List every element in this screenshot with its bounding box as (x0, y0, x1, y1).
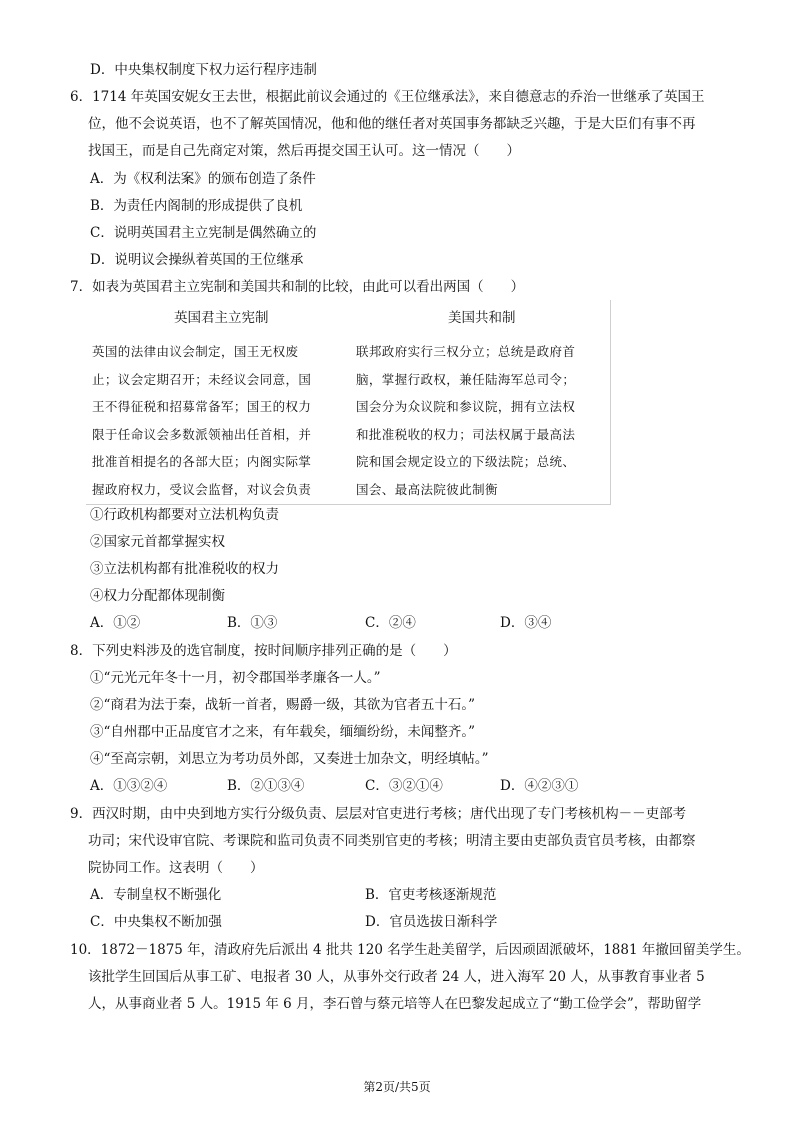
q9-stem-line-1: 9．西汉时期，由中央到地方实行分级负责、层层对官吏进行考核；唐代出现了专门考核机构－－吏部考 (70, 806, 687, 822)
q10-stem-line-3: 人，从事商业者 5 人。1915 年 6 月，李石曾与蔡元培等人在巴黎发起成立了“勤工俭学会”，帮助留学 (88, 996, 702, 1012)
q8-item-4: ④“至高宗朝，刘思立为考功员外郎，又奏进士加杂文，明经填帖。” (90, 751, 489, 767)
table-cell-uk-line: 英国的法律由议会制定，国王无权废 (92, 344, 299, 359)
q6-option-b: B．为责任内阁制的形成提供了良机 (90, 198, 303, 214)
q8-option-b: B．②①③④ (227, 778, 305, 794)
q9-option-c: C．中央集权不断加强 (90, 914, 222, 930)
table-cell-us-line: 联邦政府实行三权分立；总统是政府首 (356, 344, 576, 359)
q5-option-d: D．中央集权制度下权力运行程序违制 (90, 62, 317, 78)
q8-item-3: ③“自州郡中正品度官才之来，有年载矣，缅缅纷纷，未闻整齐。” (90, 724, 476, 740)
table-header-uk: 英国君主立宪制 (174, 310, 269, 326)
q8-item-1: ①“元光元年冬十一月，初令郡国举孝廉各一人。” (90, 670, 381, 686)
q7-item-2: ②国家元首都掌握实权 (90, 534, 225, 550)
q9-option-b: B．官吏考核逐渐规范 (365, 887, 497, 903)
table-cell-uk-line: 批准首相提名的各部大臣；内阁实际掌 (92, 454, 312, 469)
q10-stem-line-2: 该批学生回国后从事工矿、电报者 30 人，从事外交行政者 24 人，进入海军 20 人，从事教育事业者 5 (88, 969, 705, 985)
q7-option-c: C．②④ (365, 615, 416, 631)
q8-item-2: ②“商君为法于秦，战斩一首者，赐爵一级，其欲为官者五十石。” (90, 697, 476, 713)
q6-stem-line-2: 位，他不会说英语，也不了解英国情况，他和他的继任者对英国事务都缺乏兴趣，于是大臣们有事不再 (88, 116, 696, 132)
q8-option-a: A．①③②④ (90, 778, 168, 794)
table-cell-uk-line: 止；议会定期召开；未经议会同意，国 (92, 371, 312, 387)
q9-stem-line-2: 功司；宋代设审官院、考课院和监司负责不同类别官吏的考核；明清主要由吏部负责官员考核，由都察 (88, 833, 696, 849)
q8-option-c: C．③②①④ (365, 778, 443, 794)
table-cell-us (356, 338, 606, 503)
q7-option-d: D．③④ (500, 615, 552, 631)
q7-stem: 7．如表为英国君主立宪制和美国共和制的比较，由此可以看出两国（ ） (70, 279, 525, 295)
page-number: 第2页/共5页 (363, 1080, 431, 1094)
q9-stem-line-3: 院协同工作。这表明（ ） (88, 860, 264, 876)
table-cell-uk-line: 限于任命议会多数派领袖出任首相，并 (92, 426, 312, 442)
q8-option-d: D．④②③① (500, 778, 579, 794)
table-cell-uk-line: 王不得征税和招募常备军；国王的权力 (92, 399, 312, 414)
table-cell-us-line: 国会、最高法院彼此制衡 (356, 481, 498, 497)
q7-item-1: ①行政机构都要对立法机构负责 (90, 507, 279, 523)
q7-option-b: B．①③ (227, 615, 278, 631)
q6-option-d: D．说明议会操纵着英国的王位继承 (90, 252, 304, 268)
q6-stem-line-3: 找国王，而是自己先商定对策，然后再提交国王认可。这一情况（ ） (88, 143, 520, 159)
table-cell-us-line: 脑，掌握行政权，兼任陆海军总司令； (356, 371, 576, 387)
q9-option-d: D．官员选拔日渐科学 (365, 914, 498, 930)
table-header-us: 美国共和制 (448, 310, 516, 326)
q6-stem-line-1: 6．1714 年英国安妮女王去世，根据此前议会通过的《王位继承法》，来自德意志的乔治一世继承了英国王 (70, 89, 705, 105)
table-cell-uk-line: 握政府权力，受议会监督，对议会负责 (92, 481, 312, 497)
q7-option-a: A．①② (90, 615, 141, 631)
table-cell-us-line: 国会分为众议院和参议院，拥有立法权 (356, 399, 576, 414)
comparison-table (86, 300, 611, 505)
q10-stem-line-1: 10．1872－1875 年，清政府先后派出 4 批共 120 名学生赴美留学，后因顽固派破坏，1881 年撤回留美学生。 (70, 942, 750, 958)
q6-option-c: C．说明英国君主立宪制是偶然确立的 (90, 225, 317, 241)
q7-item-3: ③立法机构都有批准税收的权力 (90, 561, 279, 577)
table-cell-us-line: 和批准税收的权力；司法权属于最高法 (356, 426, 576, 442)
table-cell-us-line: 院和国会规定设立的下级法院；总统、 (356, 454, 576, 469)
q8-stem: 8．下列史料涉及的选官制度，按时间顺序排列正确的是（ ） (70, 643, 457, 659)
table-cell-uk (92, 338, 342, 503)
q9-option-a: A．专制皇权不断强化 (90, 887, 222, 903)
q7-item-4: ④权力分配都体现制衡 (90, 588, 225, 604)
q6-option-a: A．为《权利法案》的颁布创造了条件 (90, 171, 316, 187)
